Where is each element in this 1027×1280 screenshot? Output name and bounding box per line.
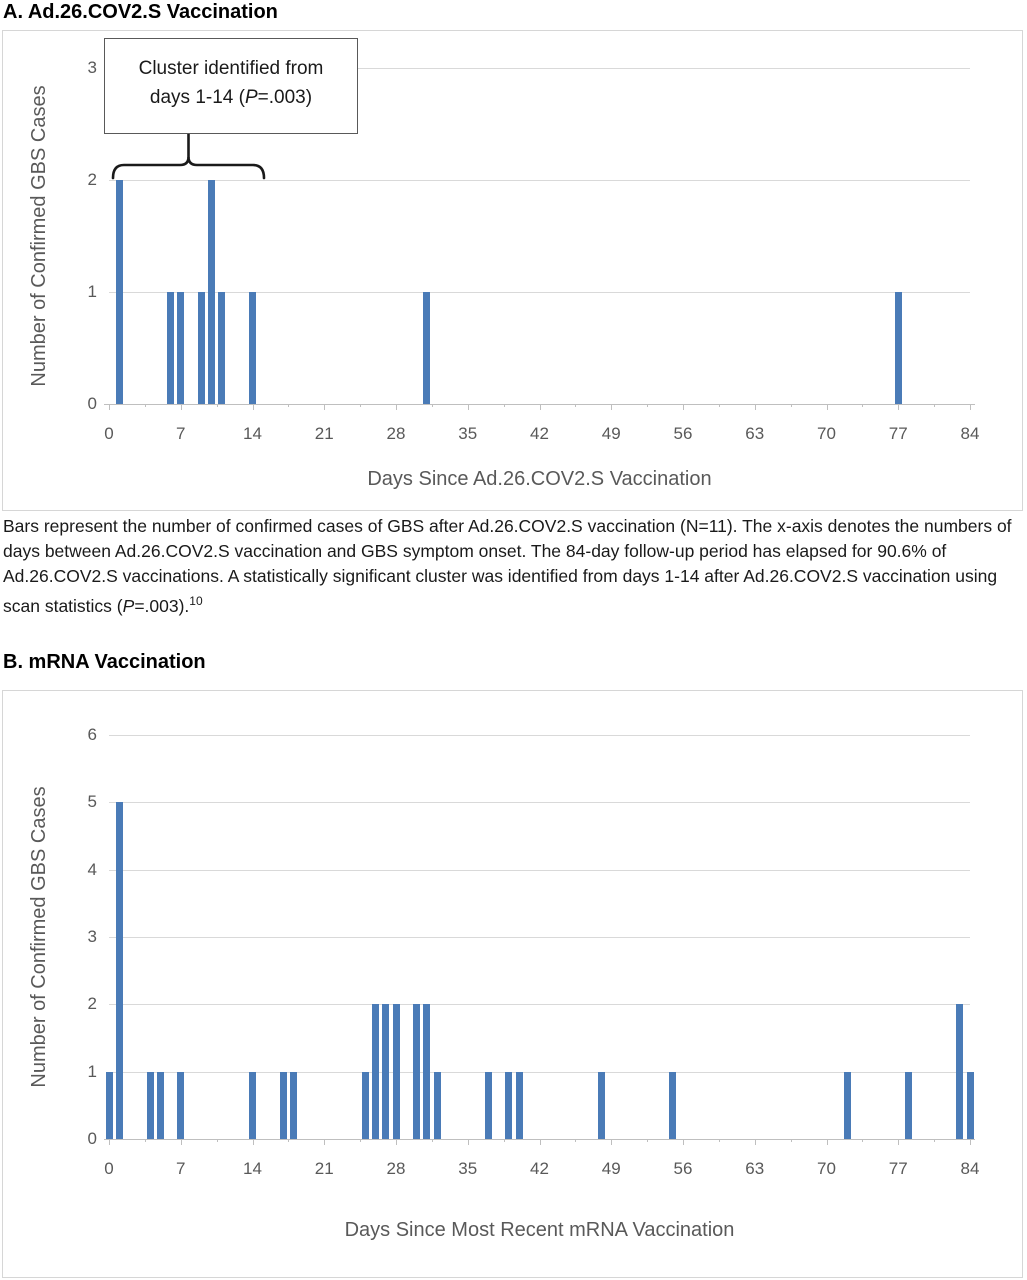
x-tick-label: 49: [601, 424, 621, 443]
y-gridline: [109, 1072, 970, 1073]
annotation-line2-suffix: =.003): [257, 87, 313, 108]
bar: [967, 1072, 974, 1139]
x-tick-label: 21: [314, 424, 334, 443]
x-major-tick: [827, 1139, 828, 1145]
x-major-tick: [253, 404, 254, 410]
x-tick-label: 77: [888, 1159, 908, 1178]
x-tick-label: 7: [176, 1159, 186, 1178]
x-tick-label: 84: [960, 424, 980, 443]
x-tick-label: 63: [745, 1159, 765, 1178]
cluster-annotation-box: [104, 38, 358, 134]
bar: [106, 1072, 113, 1139]
panel-a-caption: [3, 514, 1023, 619]
x-tick-label: 7: [176, 424, 186, 443]
x-major-tick: [540, 1139, 541, 1145]
x-major-tick: [970, 1139, 971, 1145]
y-tick-label: 1: [87, 282, 97, 301]
x-minor-tick: [145, 404, 146, 407]
x-major-tick: [540, 404, 541, 410]
x-axis-title: Days Since Ad.26.COV2.S Vaccination: [367, 468, 712, 490]
x-tick-label: 14: [243, 424, 262, 443]
y-tick-label: 6: [87, 725, 97, 744]
bar: [362, 1072, 369, 1139]
x-major-tick: [396, 404, 397, 410]
bar: [382, 1004, 389, 1139]
y-axis-title: Number of Confirmed GBS Cases: [28, 786, 50, 1088]
x-minor-tick: [217, 1139, 218, 1142]
bar: [516, 1072, 523, 1139]
x-tick-label: 35: [458, 1159, 478, 1178]
x-tick-label: 84: [960, 1159, 980, 1178]
x-minor-tick: [432, 404, 433, 407]
bar: [218, 292, 225, 404]
y-gridline: [109, 802, 970, 803]
bar: [669, 1072, 676, 1139]
x-minor-tick: [647, 404, 648, 407]
x-major-tick: [898, 404, 899, 410]
x-tick-label: 21: [314, 1159, 334, 1178]
bar: [598, 1072, 605, 1139]
panel-a-chart: [2, 30, 1023, 511]
x-major-tick: [683, 404, 684, 410]
x-tick-label: 70: [817, 1159, 836, 1178]
x-tick-label: 28: [386, 1159, 406, 1178]
x-minor-tick: [360, 1139, 361, 1142]
x-tick-label: 77: [888, 424, 908, 443]
bar: [844, 1072, 851, 1139]
x-major-tick: [253, 1139, 254, 1145]
y-gridline: [109, 937, 970, 938]
x-tick-label: 0: [104, 424, 114, 443]
y-gridline: [109, 1004, 970, 1005]
bar: [290, 1072, 297, 1139]
bar: [280, 1072, 287, 1139]
x-minor-tick: [575, 1139, 576, 1142]
x-minor-tick: [719, 404, 720, 407]
x-major-tick: [970, 404, 971, 410]
bar: [198, 292, 205, 404]
bar: [423, 292, 430, 404]
y-tick-label: 0: [87, 394, 97, 413]
y-gridline: [109, 292, 970, 293]
x-tick-label: 70: [817, 424, 836, 443]
bar: [208, 180, 215, 404]
x-major-tick: [109, 1139, 110, 1145]
bar: [249, 292, 256, 404]
y-axis-title: Number of Confirmed GBS Cases: [28, 85, 50, 387]
x-major-tick: [109, 404, 110, 410]
bar: [956, 1004, 963, 1139]
caption-reference-superscript: 10: [189, 594, 203, 608]
bar: [905, 1072, 912, 1139]
x-major-tick: [181, 404, 182, 410]
y-tick-label: 3: [87, 58, 97, 77]
bar: [116, 802, 123, 1139]
x-tick-label: 42: [530, 424, 549, 443]
x-major-tick: [468, 1139, 469, 1145]
annotation-p-italic: P: [244, 87, 258, 108]
x-minor-tick: [862, 1139, 863, 1142]
x-major-tick: [827, 404, 828, 410]
bar: [434, 1072, 441, 1139]
y-gridline: [109, 735, 970, 736]
panel-b-chart: [2, 690, 1023, 1278]
annotation-line1: Cluster identified from: [138, 58, 324, 79]
x-minor-tick: [791, 1139, 792, 1142]
x-minor-tick: [862, 404, 863, 407]
y-tick-label: 0: [87, 1129, 97, 1148]
bar: [372, 1004, 379, 1139]
x-minor-tick: [432, 1139, 433, 1142]
x-minor-tick: [145, 1139, 146, 1142]
x-major-tick: [396, 1139, 397, 1145]
panel-b-title: B. mRNA Vaccination: [3, 651, 206, 673]
caption-p-italic: P: [122, 595, 135, 616]
x-major-tick: [611, 1139, 612, 1145]
x-tick-label: 0: [104, 1159, 114, 1178]
caption-body: Bars represent the number of confirmed cases of GBS after Ad.26.COV2.S vaccination (N=11). The x-axis denotes the numbers of days between Ad.26.COV2.S vaccination and GBS symptom onset. The 84-day follow-up period has elapsed for 90.6% of Ad.26.COV2.S vaccinations. A statistically significant cluster was identified from days 1-14 after Ad.26.COV2.S vaccination using scan statistics (: [3, 516, 1012, 616]
bar: [116, 180, 123, 404]
bar: [249, 1072, 256, 1139]
x-minor-tick: [288, 404, 289, 407]
x-tick-label: 56: [673, 424, 693, 443]
x-tick-label: 14: [243, 1159, 262, 1178]
x-major-tick: [324, 404, 325, 410]
x-minor-tick: [288, 1139, 289, 1142]
x-minor-tick: [504, 404, 505, 407]
x-tick-label: 28: [386, 424, 406, 443]
y-tick-label: 2: [87, 170, 97, 189]
x-tick-label: 49: [601, 1159, 621, 1178]
bar: [177, 292, 184, 404]
bar: [895, 292, 902, 404]
y-tick-label: 5: [87, 792, 97, 812]
cluster-brace-icon: [108, 129, 273, 184]
y-gridline: [109, 870, 970, 871]
bar: [393, 1004, 400, 1139]
y-tick-label: 1: [87, 1061, 97, 1081]
x-minor-tick: [217, 404, 218, 407]
bar: [423, 1004, 430, 1139]
x-tick-label: 63: [745, 424, 765, 443]
bar: [413, 1004, 420, 1139]
x-major-tick: [898, 1139, 899, 1145]
x-major-tick: [324, 1139, 325, 1145]
x-minor-tick: [934, 1139, 935, 1142]
x-minor-tick: [504, 1139, 505, 1142]
x-minor-tick: [575, 404, 576, 407]
caption-after-p: =.003).: [134, 595, 190, 616]
x-minor-tick: [791, 404, 792, 407]
x-major-tick: [181, 1139, 182, 1145]
annotation-line2: [105, 83, 357, 112]
x-major-tick: [468, 404, 469, 410]
x-major-tick: [755, 404, 756, 410]
bar: [167, 292, 174, 404]
x-major-tick: [755, 1139, 756, 1145]
x-tick-label: 35: [458, 424, 478, 443]
y-tick-label: 4: [87, 859, 97, 879]
y-tick-label: 3: [87, 927, 97, 946]
annotation-line2-prefix: days 1-14 (: [149, 87, 245, 108]
x-minor-tick: [360, 404, 361, 407]
bar: [147, 1072, 154, 1139]
x-axis-title: Days Since Most Recent mRNA Vaccination: [344, 1219, 735, 1241]
x-major-tick: [683, 1139, 684, 1145]
panel-a-title: A. Ad.26.COV2.S Vaccination: [3, 1, 278, 23]
bar: [485, 1072, 492, 1139]
y-tick-label: 2: [87, 994, 97, 1014]
x-minor-tick: [719, 1139, 720, 1142]
x-minor-tick: [934, 404, 935, 407]
x-tick-label: 56: [673, 1159, 693, 1178]
bar: [505, 1072, 512, 1139]
bar: [177, 1072, 184, 1139]
x-major-tick: [611, 404, 612, 410]
bar: [157, 1072, 164, 1139]
x-minor-tick: [647, 1139, 648, 1142]
x-tick-label: 42: [530, 1159, 549, 1178]
